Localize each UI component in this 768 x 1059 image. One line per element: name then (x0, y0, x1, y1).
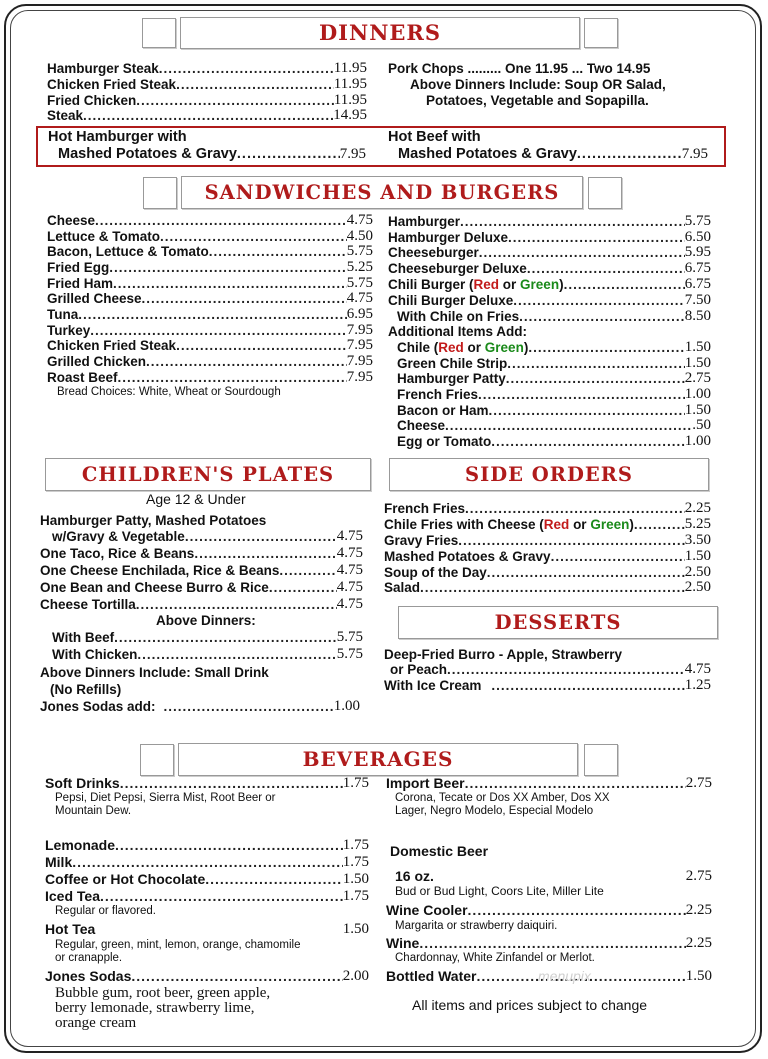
menu-item: Cheeseburger ..... 5.95 (388, 245, 711, 261)
menu-item: Jones Sodas ..... 2.00 (45, 969, 369, 985)
menu-item: Fried Ham ..... 5.75 (47, 276, 373, 292)
menu-item: Tuna ..... 6.95 (47, 307, 373, 323)
sides-title: SIDE ORDERS (389, 458, 709, 491)
menu-item: Egg or Tomato ..... 1.00 (397, 434, 711, 450)
menu-item: Chili Burger Deluxe ..... 7.50 (388, 293, 711, 309)
bread-choices: Bread Choices: White, Wheat or Sourdough (57, 386, 281, 398)
menu-item: Fried Egg ..... 5.25 (47, 260, 373, 276)
menu-item: Deep-Fried Burro - Apple, Strawberry (384, 647, 623, 662)
menu-item: Mashed Potatoes & Gravy ..... 7.95 (398, 147, 708, 163)
disclaimer: All items and prices subject to change (412, 997, 648, 1013)
no-refills: (No Refills) (50, 682, 122, 697)
item-note: Pepsi, Diet Pepsi, Sierra Mist, Root Beer or (55, 792, 276, 804)
title-ornament (142, 18, 176, 48)
additional-items: Additional Items Add: (388, 324, 527, 339)
item-note: Regular, green, mint, lemon, orange, chamomile (55, 939, 301, 951)
menu-item: Jones Sodas add: ..... 1.00 (40, 699, 360, 715)
menu-item: Mashed Potatoes & Gravy ..... 7.95 (58, 147, 366, 163)
menu-item: One Bean and Cheese Burro & Rice ..... 4.75 (40, 580, 363, 596)
menu-item: Chile (Red or Green) ..... 1.50 (397, 340, 711, 356)
above-dinners: Above Dinners: (156, 613, 256, 628)
menu-item: Chile Fries with Cheese (Red or Green) ..... 5.25 (384, 517, 711, 533)
menu-item: Chicken Fried Steak ..... 11.95 (47, 77, 367, 93)
dinners-title: DINNERS (180, 17, 580, 49)
hot-hamburger: Hot Hamburger with (48, 129, 187, 145)
menu-item: Bacon, Lettuce & Tomato ..... 5.75 (47, 244, 373, 260)
age-note: Age 12 & Under (146, 491, 246, 507)
menu-item: Cheese ..... .50 (397, 418, 711, 434)
item-note: Mountain Dew. (55, 805, 132, 817)
title-ornament (588, 177, 622, 209)
title-ornament (584, 18, 618, 48)
menu-item: Soup of the Day ..... 2.50 (384, 565, 711, 581)
menu-item: or Peach ..... 4.75 (390, 662, 711, 678)
menu-item: Turkey ..... 7.95 (47, 323, 373, 339)
menu-item: With Ice Cream ..... 1.25 (384, 678, 711, 694)
children-includes: Above Dinners Include: Small Drink (40, 665, 269, 680)
menu-item: Soft Drinks ..... 1.75 (45, 776, 369, 792)
menu-item: Steak ..... 14.95 (47, 108, 367, 124)
title-ornament (584, 744, 618, 776)
item-note: orange cream (55, 1015, 137, 1031)
menu-item: Wine Cooler ..... 2.25 (386, 903, 712, 919)
watermark: menupix (538, 968, 591, 984)
item-note: Corona, Tecate or Dos XX Amber, Dos XX (395, 792, 610, 804)
menu-item: Bottled Water ..... 1.50 (386, 969, 712, 985)
menu-item: Salad ..... 2.50 (384, 580, 711, 596)
menu-item: Gravy Fries ..... 3.50 (384, 533, 711, 549)
menu-item: Coffee or Hot Chocolate ..... 1.50 (45, 872, 369, 888)
children-title: CHILDREN'S PLATES (45, 458, 371, 491)
item-note: Chardonnay, White Zinfandel or Merlot. (395, 952, 595, 964)
sandwiches-title: SANDWICHES AND BURGERS (181, 176, 583, 209)
menu-item: Cheese Tortilla ..... 4.75 (40, 597, 363, 613)
menu-item: With Chile on Fries ..... 8.50 (397, 309, 711, 325)
title-ornament (143, 177, 177, 209)
menu-item: French Fries ..... 1.00 (397, 387, 711, 403)
menu-item: Lettuce & Tomato ..... 4.50 (47, 229, 373, 245)
menu-item: Hot Tea 1.50 (45, 921, 369, 937)
menu-item: Green Chile Strip ..... 1.50 (397, 356, 711, 372)
menu-item: Chicken Fried Steak ..... 7.95 (47, 338, 373, 354)
desserts-title: DESSERTS (398, 606, 718, 639)
item-note: Margarita or strawberry daiquiri. (395, 920, 558, 932)
beverages-title: BEVERAGES (178, 743, 578, 776)
menu-item: With Chicken ..... 5.75 (52, 647, 363, 663)
menu-item: Hamburger Deluxe ..... 6.50 (388, 230, 711, 246)
menu-item: Milk ..... 1.75 (45, 855, 369, 871)
dinner-includes: Above Dinners Include: Soup OR Salad, (410, 77, 666, 92)
menu-item: Cheeseburger Deluxe ..... 6.75 (388, 261, 711, 277)
hot-beef: Hot Beef with (388, 129, 481, 145)
menu-item: Iced Tea ..... 1.75 (45, 889, 369, 905)
menu-item: Hamburger Patty ..... 2.75 (397, 371, 711, 387)
domestic-beer: Domestic Beer (390, 843, 489, 859)
menu-item: 16 oz. 2.75 (395, 868, 712, 884)
menu-item: Roast Beef ..... 7.95 (47, 370, 373, 386)
pork-chops: Pork Chops ......... One 11.95 ... Two 14.95 (388, 61, 651, 76)
menu-item: French Fries ..... 2.25 (384, 501, 711, 517)
item-note: Lager, Negro Modelo, Especial Modelo (395, 805, 594, 817)
menu-item: One Cheese Enchilada, Rice & Beans ..... 4.75 (40, 563, 363, 579)
menu-item: Hamburger ..... 5.75 (388, 214, 711, 230)
item-note: or cranapple. (55, 952, 123, 964)
menu-item: w/Gravy & Vegetable ..... 4.75 (52, 529, 363, 545)
menu-item: Wine ..... 2.25 (386, 936, 712, 952)
menu-item: Lemonade ..... 1.75 (45, 838, 369, 854)
title-ornament (140, 744, 174, 776)
menu-item: Bacon or Ham ..... 1.50 (397, 403, 711, 419)
menu-item: Hamburger Steak ..... 11.95 (47, 61, 367, 77)
menu-item: Cheese ..... 4.75 (47, 213, 373, 229)
item-note: Regular or flavored. (55, 905, 156, 917)
item-note: Bud or Bud Light, Coors Lite, Miller Lite (395, 884, 604, 898)
item-note: berry lemonade, strawberry lime, (55, 1000, 255, 1016)
menu-item: Grilled Cheese ..... 4.75 (47, 291, 373, 307)
menu-item: One Taco, Rice & Beans ..... 4.75 (40, 546, 363, 562)
menu-item: With Beef ..... 5.75 (52, 630, 363, 646)
menu-item: Fried Chicken ..... 11.95 (47, 93, 367, 109)
dinner-includes: Potatoes, Vegetable and Sopapilla. (426, 93, 649, 108)
menu-item: Chili Burger (Red or Green) ..... 6.75 (388, 277, 711, 293)
menu-item: Hamburger Patty, Mashed Potatoes (40, 513, 267, 528)
menu-item: Grilled Chicken ..... 7.95 (47, 354, 373, 370)
menu-item: Mashed Potatoes & Gravy ..... 1.50 (384, 549, 711, 565)
item-note: Bubble gum, root beer, green apple, (55, 985, 271, 1001)
menu-item: Import Beer ..... 2.75 (386, 776, 712, 792)
